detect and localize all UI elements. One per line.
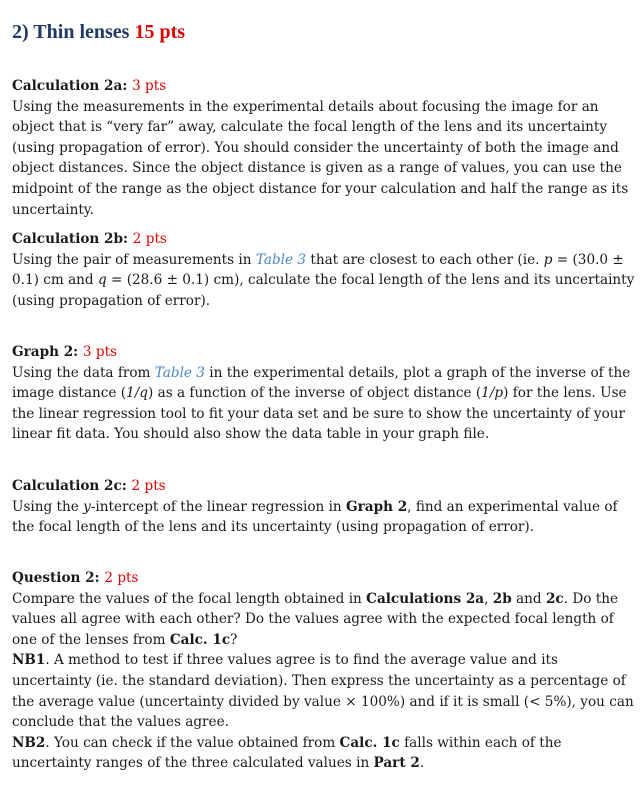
bold-run: Graph 2 <box>346 498 408 515</box>
calculation-2c-body <box>12 497 638 538</box>
calculation-2b-heading <box>12 229 638 250</box>
bold-run: Calc. 1c <box>339 734 400 751</box>
calculation-2a-points: 3 pts <box>132 78 167 94</box>
calculation-2c-heading <box>12 476 638 497</box>
text-run: Using the <box>12 498 84 515</box>
calculation-2a-label: Calculation 2a: <box>12 78 128 94</box>
math-q-value: = (28.6 ± 0.1) cm <box>106 272 235 289</box>
table-3-link[interactable]: Table 3 <box>154 364 205 381</box>
text-run: ) as a function of the inverse of object distance ( <box>147 385 482 402</box>
math-inverse-p: 1/p <box>481 385 504 402</box>
bold-run: 2c <box>545 590 564 607</box>
text-run: ), calculate the focal length of the lens and its uncertainty (using propagation of error). <box>12 272 635 309</box>
text-run: , find an experimental value of the focal length of the lens and its uncertainty (using propagation of error). <box>12 498 618 536</box>
text-run: and <box>63 272 98 289</box>
graph-2 <box>12 342 638 445</box>
text-run: -intercept of the linear regression in <box>90 498 346 515</box>
calculation-2a-heading <box>12 76 638 97</box>
question-2 <box>12 568 638 774</box>
question-2-points: 2 pts <box>104 570 139 586</box>
math-p: p <box>543 251 553 268</box>
math-p-value: = (30.0 ± 0.1) cm <box>12 251 624 289</box>
bold-run: 2b <box>492 590 512 607</box>
graph-2-points: 3 pts <box>82 344 118 360</box>
math-q: q <box>97 272 107 289</box>
text-run: ) for the lens. Use the linear regression tool to fit your data set and be sure to show the uncertainty of your linear fit data. You should also show the data table in your graph file. <box>12 385 627 443</box>
text-run: Using the pair of measurements in <box>12 251 256 268</box>
calculation-2a-body: Using the measurements in the experimental details about focusing the image for an object that is “very far” away, calculate the focal length of the lens and its uncertainty (using propagation of error). You should consider the uncertainty of both the image and object distances. Since the object distance is given as a range of values, you can use the midpoint of the range as the object distance for your calculation and half the range as its uncertainty. <box>12 98 629 218</box>
text-run: that are closest to each other (ie. <box>306 251 544 268</box>
section-points: 15 pts <box>134 21 186 43</box>
note-nb1-text: . A method to test if three values agree is to find the average value and its uncertainty (ie. the standard deviation). Then express the uncertainty as a percentage of the average value (uncertainty divided by value × 100%) and if it is small (< 5%), you can conclude that the values agree. <box>12 652 634 731</box>
text-run: . <box>419 755 425 772</box>
calculation-2c-points: 2 pts <box>131 478 166 494</box>
calculation-2a <box>12 76 638 220</box>
text-run: Compare the values of the focal length obtained in <box>12 590 367 607</box>
math-y: y <box>83 498 91 515</box>
math-inverse-q: 1/q <box>126 385 148 402</box>
calculation-2b-body <box>12 250 638 312</box>
section-title-text: 2) Thin lenses <box>12 21 130 43</box>
bold-run: Calc. 1c <box>169 631 231 648</box>
calculation-2b-points: 2 pts <box>132 231 167 247</box>
graph-2-label: Graph 2: <box>12 344 79 360</box>
text-run: . You can check if the value obtained from <box>45 734 340 751</box>
note-nb2 <box>12 733 638 774</box>
question-2-body <box>12 589 638 651</box>
question-2-heading <box>12 568 638 589</box>
text-run: falls within each of the uncertainty ranges of the three calculated values in <box>12 734 562 772</box>
note-nb1-label: NB1 <box>12 652 46 669</box>
bold-run: Part 2 <box>373 755 420 772</box>
text-run: . Do the values all agree with each other? Do the values agree with the expected focal length of one of the lenses from <box>12 590 619 648</box>
calculation-2b-label: Calculation 2b: <box>12 231 129 247</box>
text-run: and <box>511 590 546 607</box>
question-2-label: Question 2: <box>12 570 100 586</box>
table-3-link[interactable]: Table 3 <box>255 251 307 268</box>
calculation-2b <box>12 229 638 311</box>
bold-run: Calculations 2a <box>366 590 485 607</box>
calculation-2c-label: Calculation 2c: <box>12 478 127 494</box>
text-run: in the experimental details, plot a graph of the inverse of the image distance ( <box>12 364 631 402</box>
text-run: , <box>484 590 493 607</box>
section-title <box>12 21 185 44</box>
text-run: ? <box>230 631 238 648</box>
graph-2-body <box>12 363 638 445</box>
note-nb2-label: NB2 <box>12 734 46 751</box>
calculation-2c <box>12 476 638 538</box>
note-nb1 <box>12 650 638 732</box>
text-run: Using the data from <box>12 364 155 381</box>
graph-2-heading <box>12 342 638 363</box>
